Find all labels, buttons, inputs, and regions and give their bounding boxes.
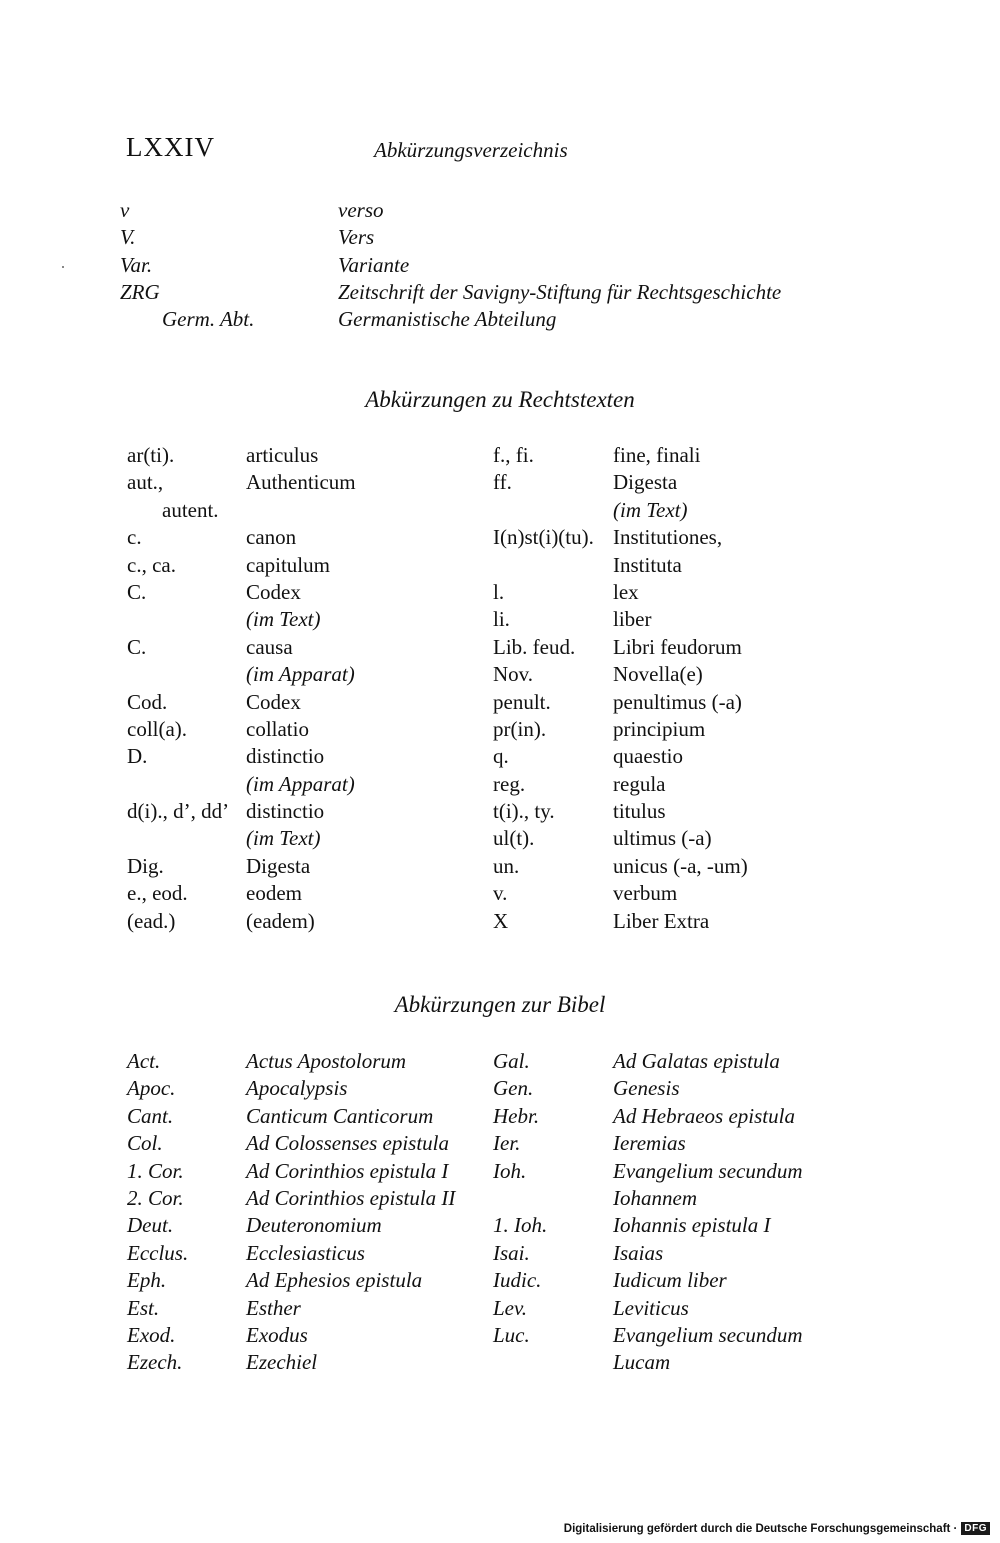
table-row	[127, 606, 887, 633]
abbreviation: Act.	[127, 1049, 161, 1073]
abbreviation: v	[120, 198, 130, 222]
abbreviation-2: 1. Ioh.	[493, 1213, 548, 1238]
table-row	[127, 1185, 887, 1212]
abbreviation: Apoc.	[127, 1076, 176, 1101]
meaning-2: Instituta	[613, 552, 682, 577]
table-row	[127, 743, 887, 770]
meaning: Ecclesiasticus	[246, 1240, 365, 1265]
table-row	[127, 661, 887, 688]
meaning-2: regula	[613, 771, 666, 796]
abbreviation-2: Hebr.	[493, 1103, 540, 1128]
meaning-2: Evangelium secundum	[613, 1158, 803, 1183]
meaning: (im Apparat)	[246, 662, 355, 687]
table-row	[127, 524, 887, 551]
page-number: LXXIV	[126, 132, 215, 162]
meaning: verso	[338, 198, 384, 222]
abbreviation: aut.,	[127, 470, 164, 495]
meaning: Ad Colossenses epistula	[246, 1131, 449, 1156]
meaning: distinctio	[246, 799, 325, 824]
table-row	[127, 1212, 887, 1239]
meaning: Zeitschrift der Savigny-Stiftung für Rechtsgeschichte	[338, 279, 782, 304]
meaning: collatio	[246, 716, 309, 741]
abbreviation: Est.	[127, 1295, 160, 1320]
meaning: Canticum Canticorum	[246, 1103, 434, 1128]
meaning-2: verbum	[613, 881, 678, 906]
meaning-2: Liber Extra	[613, 908, 710, 933]
abbreviation: Dig.	[127, 853, 164, 878]
abbreviation: Ecclus.	[127, 1240, 189, 1265]
meaning: Authenticum	[246, 470, 356, 495]
abbreviation: d(i)., d’, dd’	[127, 799, 230, 824]
meaning-2: Isaias	[613, 1240, 664, 1265]
legal-abbreviations-table	[127, 442, 887, 935]
table-row	[127, 1048, 887, 1075]
abbreviation: e., eod.	[127, 881, 188, 906]
abbreviation: Deut.	[127, 1213, 174, 1238]
abbreviation-2: f., fi.	[493, 443, 534, 467]
list-item	[120, 197, 880, 224]
abbreviation: c.	[127, 525, 142, 550]
section-title-bible: Abkürzungen zur Bibel	[394, 992, 606, 1017]
abbreviation-2: un.	[493, 853, 520, 878]
abbreviation: Exod.	[127, 1322, 176, 1347]
meaning: articulus	[246, 443, 319, 467]
meaning: distinctio	[246, 744, 325, 769]
abbreviation: 1. Cor.	[127, 1158, 184, 1183]
abbreviation: ar(ti).	[127, 443, 175, 467]
abbreviation-2: Nov.	[493, 662, 534, 687]
meaning-2: lex	[613, 579, 639, 604]
abbreviation-2: Ier.	[493, 1131, 521, 1156]
meaning: Ad Corinthios epistula II	[246, 1185, 456, 1210]
running-head: Abkürzungsverzeichnis	[374, 138, 568, 162]
abbreviation-2: Gal.	[493, 1049, 530, 1073]
meaning-2: ultimus (-a)	[613, 826, 712, 851]
table-row	[127, 1075, 887, 1102]
meaning: Ad Ephesios epistula	[246, 1268, 423, 1293]
abbreviation: coll(a).	[127, 716, 188, 741]
dfg-logo: DFG	[961, 1522, 990, 1535]
abbreviation: C.	[127, 634, 147, 659]
list-item	[120, 279, 880, 306]
abbreviation-2: Luc.	[493, 1322, 530, 1347]
table-row	[127, 853, 887, 880]
table-row	[127, 908, 887, 935]
abbreviation-2: I(n)st(i)(tu).	[493, 525, 594, 550]
meaning-2: Libri feudorum	[613, 634, 742, 659]
meaning: Codex	[246, 689, 301, 714]
meaning-2: principium	[613, 716, 706, 741]
table-row	[127, 1240, 887, 1267]
abbreviation-2: Lib. feud.	[493, 634, 576, 659]
meaning-2: Leviticus	[613, 1295, 689, 1320]
scan-speck	[62, 266, 64, 268]
meaning: causa	[246, 634, 293, 659]
meaning: (im Text)	[246, 826, 321, 851]
meaning: Codex	[246, 579, 301, 604]
abbreviation-2: q.	[493, 744, 509, 769]
meaning: Vers	[338, 225, 375, 250]
meaning-2: Iudicum liber	[613, 1268, 727, 1293]
meaning-2: penultimus (-a)	[613, 689, 742, 714]
meaning-2: Evangelium secundum	[613, 1322, 803, 1347]
meaning-2: Iohannem	[613, 1185, 697, 1210]
section-title-legal: Abkürzungen zu Rechtstexten	[365, 387, 635, 412]
abbreviation: Cant.	[127, 1103, 174, 1128]
meaning: Esther	[246, 1295, 301, 1320]
table-row	[127, 469, 887, 496]
bible-abbreviations-table	[127, 1048, 887, 1377]
abbreviation: V.	[120, 225, 136, 250]
abbreviation: Var.	[120, 252, 153, 277]
general-abbreviations	[120, 197, 880, 333]
abbreviation-2: l.	[493, 579, 505, 604]
table-row	[127, 825, 887, 852]
table-row	[127, 1130, 887, 1157]
abbreviation-2: Lev.	[493, 1295, 528, 1320]
abbreviation: Col.	[127, 1131, 163, 1156]
table-row	[127, 552, 887, 579]
footer-text: Digitalisierung gefördert durch die Deutsche Forschungsgemeinschaft ·	[563, 1522, 958, 1535]
meaning-2: Ieremias	[613, 1131, 686, 1156]
table-row	[127, 1158, 887, 1185]
meaning-2: fine, finali	[613, 443, 701, 467]
meaning: (eadem)	[246, 908, 315, 933]
table-row	[127, 1103, 887, 1130]
meaning-2: titulus	[613, 799, 666, 824]
meaning: Deuteronomium	[246, 1213, 382, 1238]
meaning: Apocalypsis	[246, 1076, 348, 1101]
table-row	[127, 880, 887, 907]
meaning: eodem	[246, 881, 302, 906]
list-item	[120, 252, 880, 279]
abbreviation: Ezech.	[127, 1350, 183, 1375]
list-item	[120, 306, 880, 333]
meaning-2: Iohannis epistula I	[613, 1213, 771, 1238]
table-row	[127, 771, 887, 798]
meaning-2: Digesta	[613, 470, 678, 495]
abbreviation-2: v.	[493, 881, 508, 906]
meaning-2: Ad Galatas epistula	[613, 1049, 780, 1073]
meaning-2: quaestio	[613, 744, 683, 769]
abbreviation-2: Isai.	[493, 1240, 530, 1265]
meaning: Germanistische Abteilung	[338, 307, 557, 332]
abbreviation-2: ff.	[493, 470, 512, 495]
footer-credit	[564, 1522, 990, 1535]
abbreviation: c., ca.	[127, 552, 176, 577]
meaning: capitulum	[246, 552, 330, 577]
meaning: Digesta	[246, 853, 311, 878]
table-row	[127, 1349, 887, 1376]
meaning-2: Lucam	[613, 1350, 671, 1375]
meaning: Variante	[338, 252, 410, 277]
meaning-2: Institutiones,	[613, 525, 723, 550]
meaning-2: unicus (-a, -um)	[613, 853, 748, 878]
meaning: Ad Corinthios epistula I	[246, 1158, 449, 1183]
abbreviation: D.	[127, 744, 148, 769]
meaning: Actus Apostolorum	[246, 1049, 407, 1073]
abbreviation-2: Iudic.	[493, 1268, 542, 1293]
abbreviation: Eph.	[127, 1268, 167, 1293]
abbreviation-2: penult.	[493, 689, 551, 714]
table-row	[127, 497, 887, 524]
abbreviation-2: pr(in).	[493, 716, 547, 741]
abbreviation-2: Gen.	[493, 1076, 534, 1101]
meaning: (im Apparat)	[246, 771, 355, 796]
abbreviation: autent.	[162, 497, 219, 522]
meaning-2: liber	[613, 607, 652, 632]
meaning-2: Genesis	[613, 1076, 680, 1101]
meaning: Exodus	[246, 1322, 308, 1347]
meaning: canon	[246, 525, 297, 550]
meaning-2: (im Text)	[613, 497, 688, 522]
abbreviation-2: t(i)., ty.	[493, 799, 555, 824]
abbreviation-2: li.	[493, 607, 510, 632]
table-row	[127, 1267, 887, 1294]
list-item	[120, 224, 880, 251]
abbreviation-2: X	[493, 908, 509, 933]
abbreviation: ZRG	[120, 279, 160, 304]
abbreviation: 2. Cor.	[127, 1185, 184, 1210]
table-row	[127, 442, 887, 469]
table-row	[127, 716, 887, 743]
table-row	[127, 1322, 887, 1349]
meaning: Ezechiel	[246, 1350, 318, 1375]
abbreviation: Cod.	[127, 689, 168, 714]
abbreviation: C.	[127, 579, 147, 604]
abbreviation-2: ul(t).	[493, 826, 535, 851]
table-row	[127, 798, 887, 825]
table-row	[127, 579, 887, 606]
table-row	[127, 634, 887, 661]
abbreviation-2: reg.	[493, 771, 526, 796]
abbreviation: Germ. Abt.	[162, 307, 255, 332]
meaning-2: Novella(e)	[613, 662, 703, 687]
meaning-2: Ad Hebraeos epistula	[613, 1103, 795, 1128]
abbreviation: (ead.)	[127, 908, 176, 933]
table-row	[127, 1295, 887, 1322]
abbreviation-2: Ioh.	[493, 1158, 527, 1183]
meaning: (im Text)	[246, 607, 321, 632]
table-row	[127, 689, 887, 716]
